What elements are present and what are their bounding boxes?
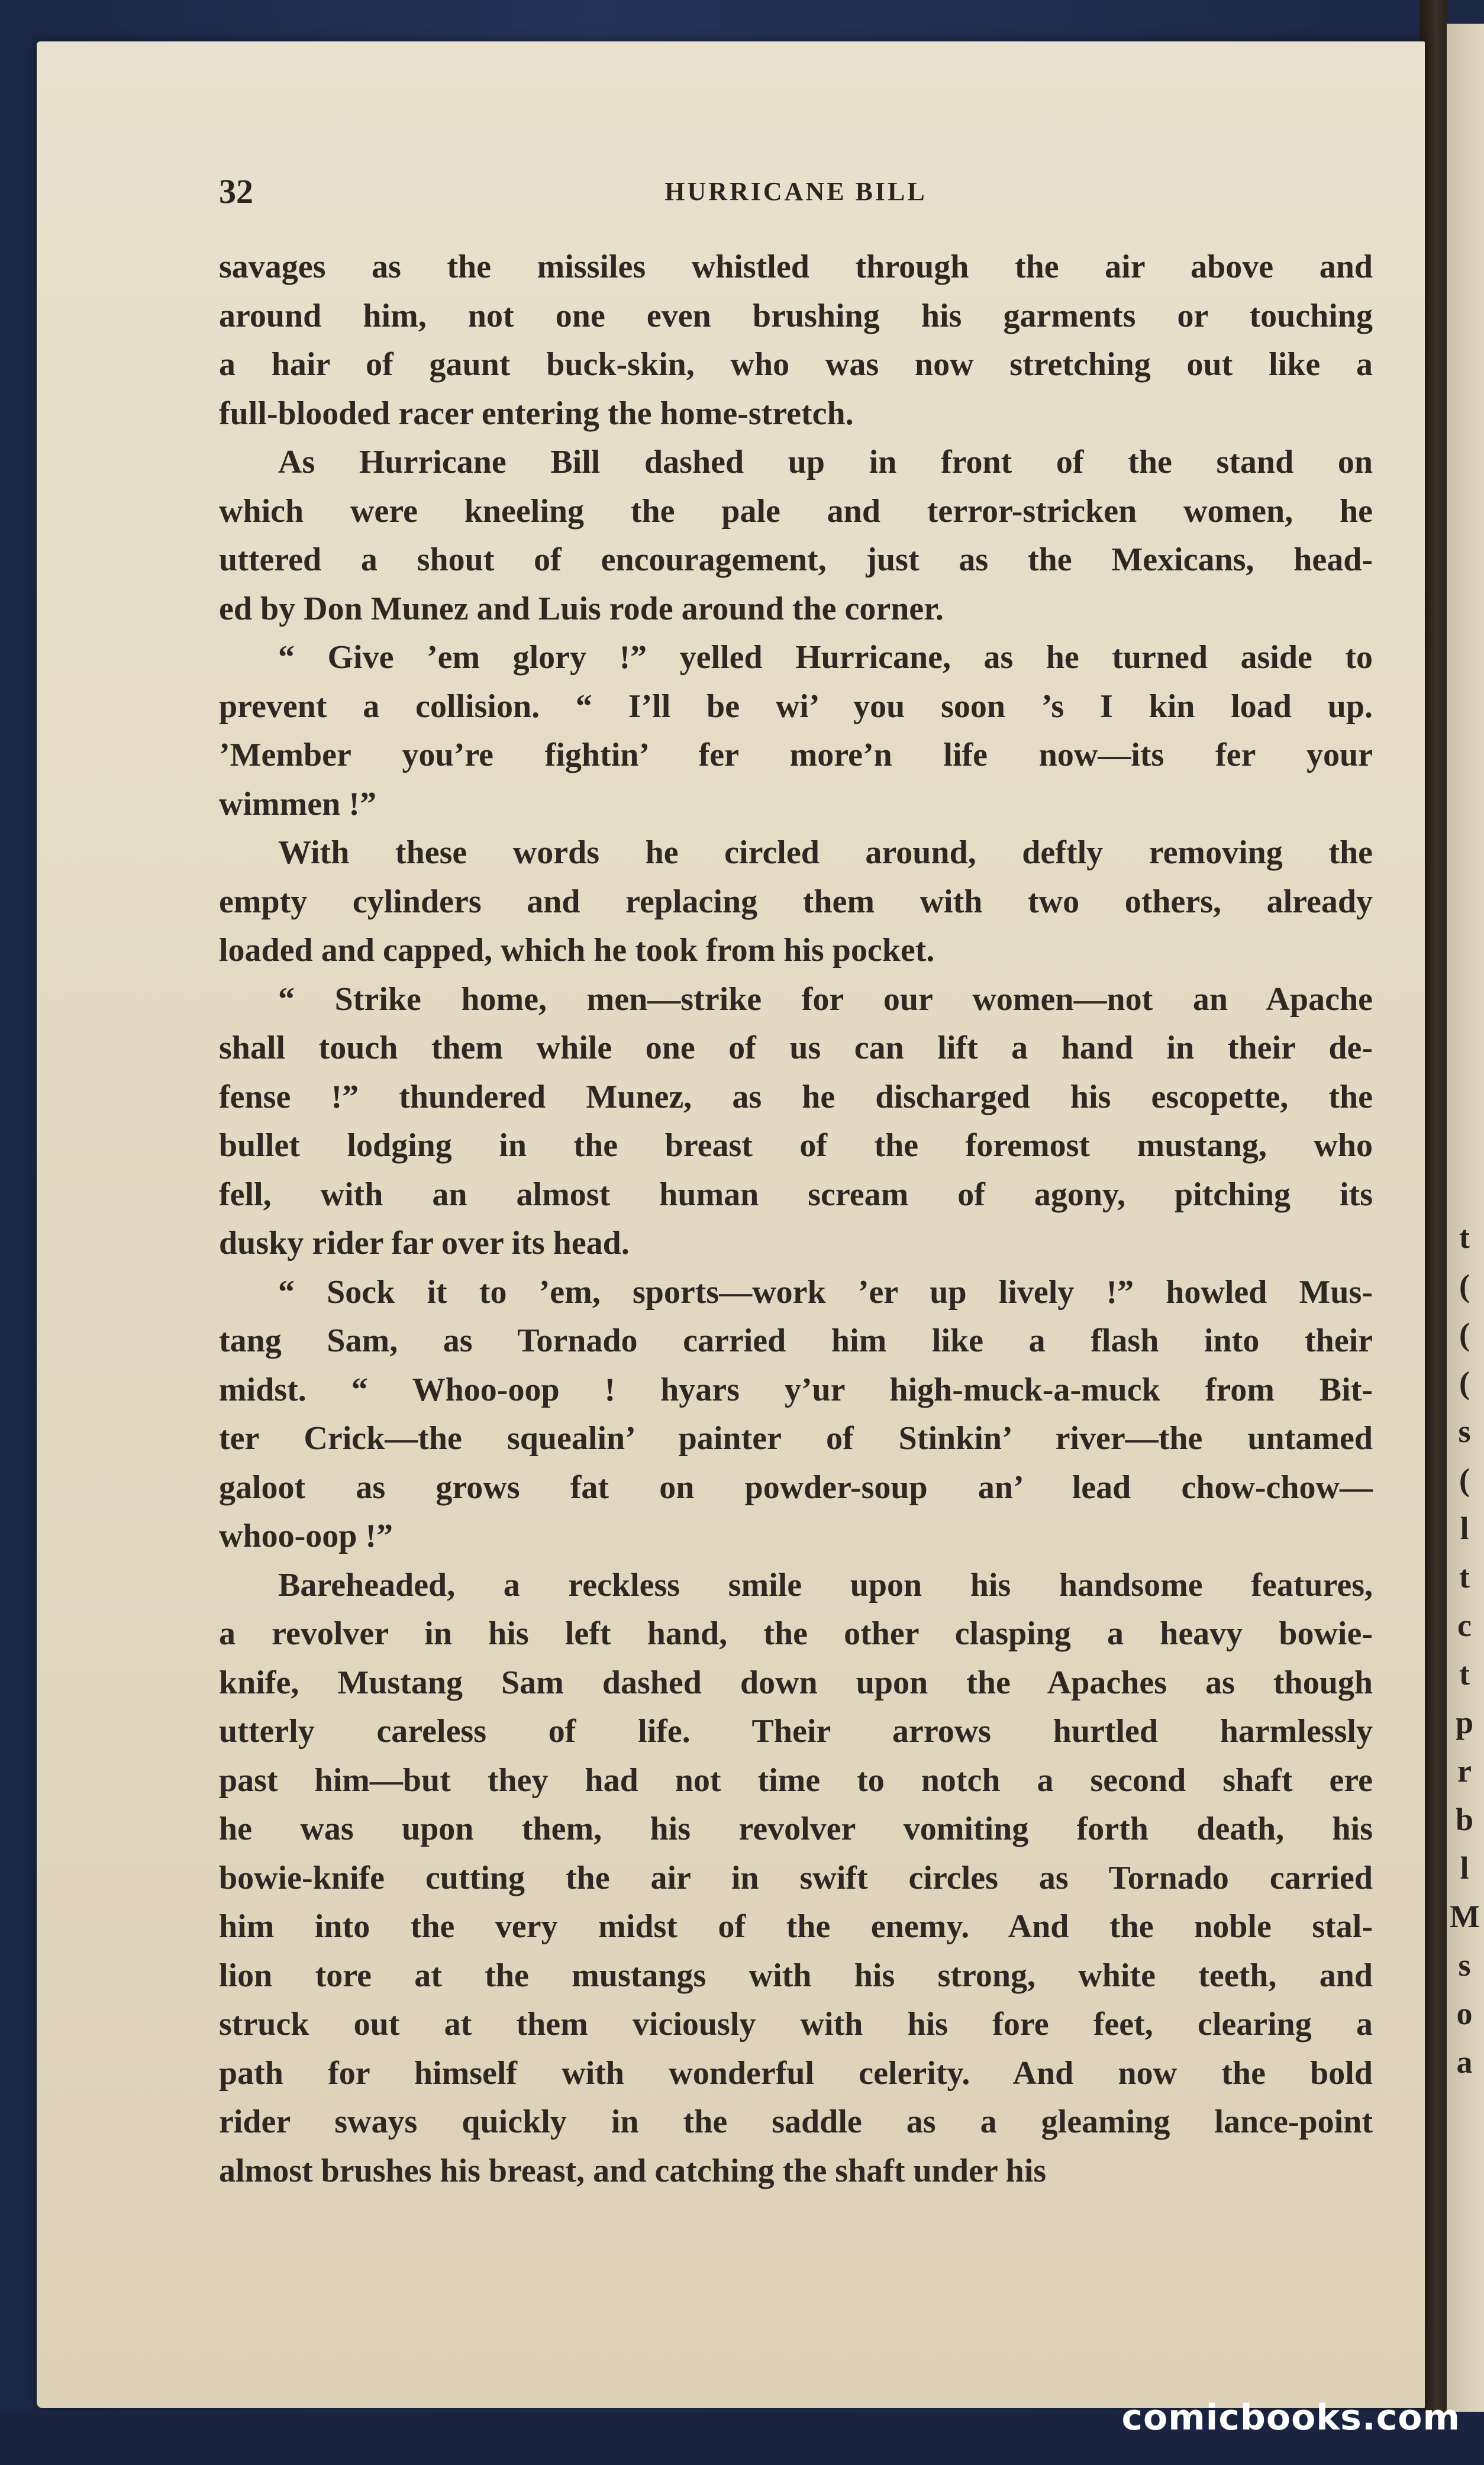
facing-page-glyph: o — [1456, 1996, 1473, 2031]
text-line: As Hurricane Bill dashed up in front of the stand on — [278, 444, 1373, 480]
facing-page-glyph: t — [1459, 1219, 1470, 1255]
text-line: path for himself with wonderful celerity. And now the bold — [219, 2054, 1373, 2092]
text-line: shall touch them while one of us can lift a hand in their de- — [219, 1030, 1373, 1066]
facing-page-glyph: M — [1450, 1899, 1480, 1934]
text-line: Bareheaded, a reckless smile upon his handsome features, — [278, 1566, 1373, 1603]
text-line: prevent a collision. “ I’ll be wi’ you soon ’s I kin load up. — [219, 688, 1373, 725]
facing-page-glyph: ( — [1459, 1365, 1470, 1401]
running-title: HURRICANE BILL — [664, 177, 927, 206]
text-line: With these words he circled around, deftly removing the — [278, 834, 1373, 871]
facing-page-glyph: t — [1459, 1559, 1470, 1595]
facing-page-glyph: p — [1455, 1705, 1474, 1740]
text-line: around him, not one even brushing his garments or touching — [219, 297, 1373, 334]
text-line: “ Strike home, men—strike for our women—not an Apache — [278, 980, 1373, 1018]
text-line: ed by Don Munez and Luis rode around the corner. — [219, 590, 944, 627]
facing-page-glyph: a — [1456, 2044, 1473, 2080]
text-line: full-blooded racer entering the home-stretch. — [219, 395, 854, 432]
text-line: galoot as grows fat on powder-soup an’ lead chow-chow— — [219, 1469, 1373, 1506]
text-line: ’Member you’re fightin’ fer more’n life now—its fer your — [219, 737, 1373, 773]
text-line: rider sways quickly in the saddle as a gleaming lance-point — [219, 2103, 1373, 2140]
text-line: lion tore at the mustangs with his strong, white teeth, and — [219, 1957, 1373, 1994]
text-line: fense !” thundered Munez, as he discharged his escopette, the — [219, 1078, 1373, 1115]
text-line: “ Sock it to ’em, sports—work ’er up lively !” howled Mus- — [278, 1273, 1373, 1311]
facing-page-glyph: r — [1457, 1753, 1472, 1789]
text-line: him into the very midst of the enemy. And the noble stal- — [219, 1908, 1373, 1945]
text-line: almost brushes his breast, and catching the shaft under his — [219, 2152, 1047, 2189]
text-line: a revolver in his left hand, the other clasping a heavy bowie- — [219, 1615, 1373, 1652]
facing-page-glyph: ( — [1459, 1268, 1470, 1304]
facing-page-glyph: t — [1459, 1656, 1470, 1692]
text-line: “ Give ’em glory !” yelled Hurricane, as he turned aside to — [278, 639, 1373, 676]
text-line: ter Crick—the squealin’ painter of Stinkin’ river—the untamed — [219, 1420, 1373, 1457]
facing-page-glyph: l — [1460, 1850, 1469, 1886]
facing-page-edge — [1444, 24, 1484, 2426]
facing-page-glyph: s — [1458, 1414, 1471, 1449]
text-line: midst. “ Whoo-oop ! hyars y’ur high-muck-a-muck from Bit- — [219, 1371, 1373, 1408]
text-line: savages as the missiles whistled through the air above and — [219, 249, 1373, 285]
watermark: comicbooks.com — [1121, 2397, 1460, 2438]
text-line: knife, Mustang Sam dashed down upon the Apaches as though — [219, 1664, 1373, 1701]
text-line: uttered a shout of encouragement, just as the Mexicans, head- — [219, 541, 1373, 578]
text-line: whoo-oop !” — [219, 1518, 393, 1554]
text-line: wimmen !” — [219, 785, 376, 822]
facing-page-glyph: b — [1455, 1802, 1474, 1837]
facing-page-glyph: l — [1460, 1511, 1469, 1546]
facing-page-glyph: s — [1458, 1947, 1471, 1983]
facing-page-glyph: c — [1457, 1608, 1472, 1643]
text-line: he was upon them, his revolver vomiting forth death, his — [219, 1811, 1373, 1847]
text-line: bullet lodging in the breast of the foremost mustang, who — [219, 1127, 1373, 1164]
page-header — [219, 172, 1373, 219]
text-line: utterly careless of life. Their arrows hurtled harmlessly — [219, 1713, 1373, 1750]
body-text — [219, 243, 1373, 2195]
facing-page-glyph: ( — [1459, 1317, 1470, 1352]
text-line: dusky rider far over its head. — [219, 1225, 630, 1261]
text-line: which were kneeling the pale and terror-stricken women, he — [219, 492, 1373, 530]
text-line: a hair of gaunt buck-skin, who was now stretching out like a — [219, 346, 1373, 383]
text-line: loaded and capped, which he took from his pocket. — [219, 932, 935, 969]
text-line: bowie-knife cutting the air in swift circles as Tornado carried — [219, 1859, 1373, 1896]
page-number: 32 — [219, 172, 253, 211]
facing-page-glyph: ( — [1459, 1462, 1470, 1498]
text-line: struck out at them viciously with his fore feet, clearing a — [219, 2006, 1373, 2043]
text-line: fell, with an almost human scream of agony, pitching its — [219, 1176, 1373, 1213]
text-line: tang Sam, as Tornado carried him like a flash into their — [219, 1322, 1373, 1359]
text-line: empty cylinders and replacing them with two others, already — [219, 883, 1373, 920]
text-line: past him—but they had not time to notch a second shaft ere — [219, 1761, 1373, 1799]
